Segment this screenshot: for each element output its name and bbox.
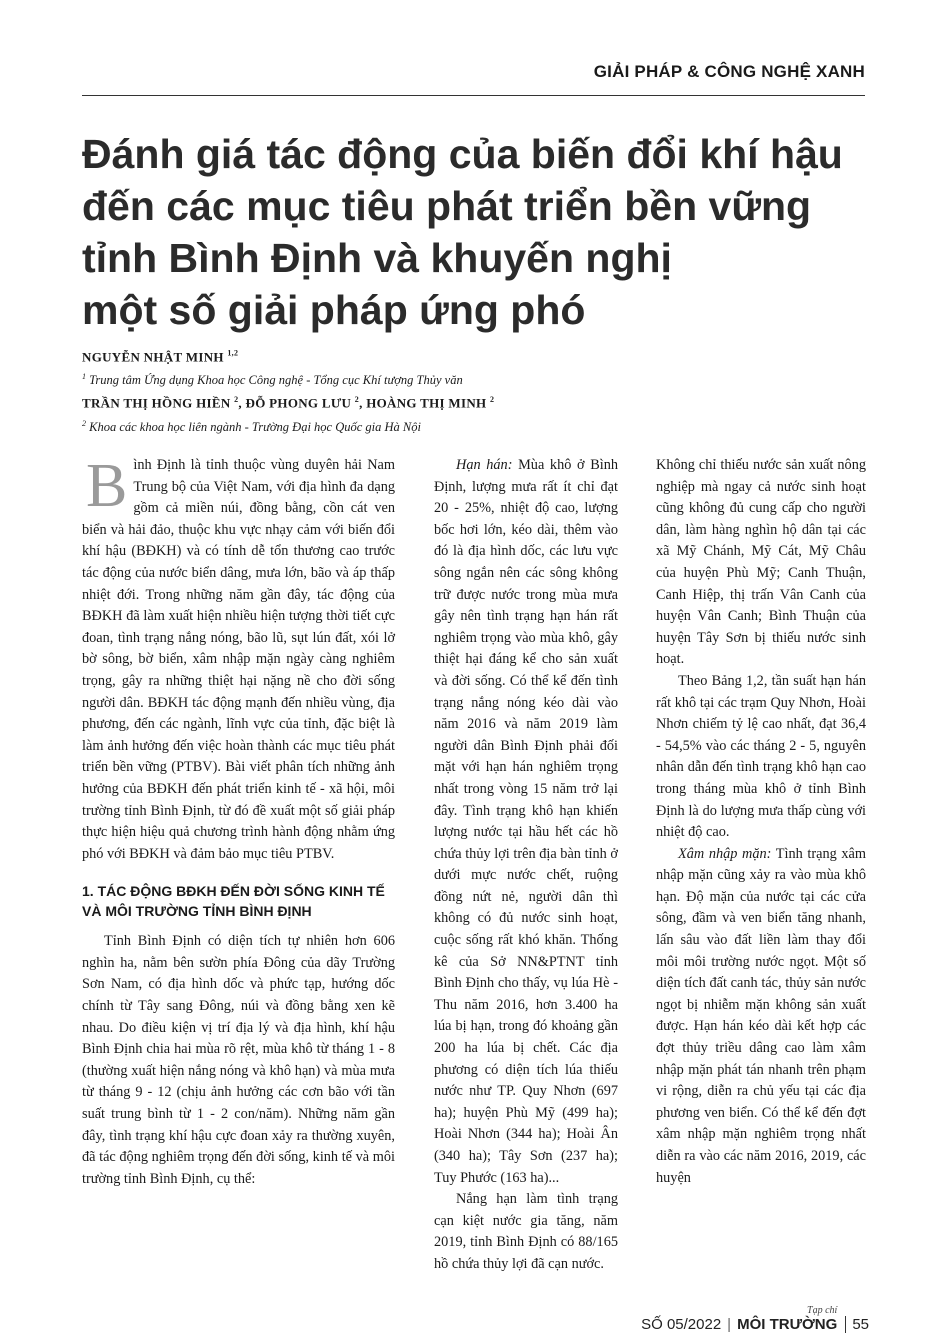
author-name: TRẦN THỊ HỒNG HIỀN bbox=[82, 395, 231, 411]
author-name: HOÀNG THỊ MINH bbox=[366, 395, 487, 411]
author-sup: 1,2 bbox=[227, 349, 239, 358]
paragraph bbox=[656, 844, 866, 1190]
paragraph: Theo Bảng 1,2, tần suất hạn hán rất khô tại các trạm Quy Nhơn, Hoài Nhơn chiếm tỷ lệ cao nhất, đạt 36,4 - 54,5% vào các tháng 2 - 5, nguyên nhân dẫn đến tình trạng khô hạn cao trong tháng mùa khô ở tỉnh Bình Định là do lượng mưa thấp cùng với nhiệt độ cao. bbox=[656, 672, 866, 841]
page-number: 55 bbox=[845, 1316, 869, 1333]
intro-text: ình Định là tỉnh thuộc vùng duyên hải Nam Trung bộ của Việt Nam, với địa hình đa dạng gồm cả miền núi, đồng bằng, cồn cát ven biển và hải đảo, thuộc khu vực nhạy cảm với biến đổi khí hậu (BĐKH) và có tính dễ tổn thương cao trước tác động của nước biển dâng, mưa lớn, bão và áp thấp nhiệt đới. Trong những năm gần đây, tác động của BĐKH đã làm xuất hiện nhiều hiện tượng thời tiết cực đoan, tình trạng nắng nóng, bão lũ, sụt lún đất, xói lở bờ sông, bờ biển, xâm nhập mặn ngày càng nghiêm trọng, gây ra những thiệt hại nặng nề cho đời sống người dân. BĐKH tác động mạnh đến nhiều vùng, địa phương, đến các ngành, lĩnh vực của tỉnh, đặc biệt là làm ảnh hưởng đến việc hoàn thành các mục tiêu phát triển bền vững (PTBV). Bài viết phân tích những ảnh hưởng của BĐKH đến phát triển kinh tế - xã hội, môi trường tỉnh Bình Định, từ đó đề xuất một số giải pháp thực hiện hiệu quả chương trình hành động nhằm ứng phó với BĐKH và đảm bảo mục tiêu PTBV. bbox=[82, 457, 395, 862]
article-title bbox=[82, 128, 862, 336]
magazine-name bbox=[737, 1306, 837, 1333]
author-sup: 2 bbox=[234, 395, 239, 405]
intro-paragraph bbox=[82, 452, 395, 865]
page-footer bbox=[641, 1306, 869, 1333]
author-block: NGUYỄN NHẬT MINH $^{1,2}$ $^1$ Trung tâm Ứng dụng Khoa học Công nghệ - Tổng cục Khí tượng Thủy văn TRẦN THỊ HỒNG HIỀN $^2$, ĐỖ PHONG LƯU $^2$, HOÀNG THỊ MINH $^2$ $^2$ Khoa các khoa học liên ngành - Trường Đại học Quốc gia Hà Nội bbox=[82, 349, 495, 434]
author-sup: 2 bbox=[490, 395, 495, 405]
drop-cap: B bbox=[86, 452, 128, 520]
magazine-prefix: Tạp chí bbox=[807, 1305, 838, 1316]
paragraph-text: Tình trạng xâm nhập mặn cũng xảy ra vào mùa khô hạn. Độ mặn của nước tại các cửa sông, đầm và ven biển tăng nhanh, lấn sâu vào đất liền làm thay đổi môi môi trường nước ngọt. Một số diện tích đất canh tác, thủy sản nước ngọt bị nhiễm mặn không sản xuất được. Hạn hán kéo dài kết hợp các đợt thủy triều dâng cao làm xâm nhập mặn phát tán nhanh trên phạm vi rộng, diễn ra chủ yếu tại các địa phương ven biển. Có thể kể đến đợt xâm nhập mặn nghiêm trọng nhất diễn ra vào các năm 2016, 2019, các huyện bbox=[656, 845, 866, 1186]
author-name: ĐỖ PHONG LƯU bbox=[245, 395, 352, 411]
paragraph-text: Mùa khô ở Bình Định, lượng mưa rất ít chỉ đạt 20 - 25%, nhiệt độ cao, lượng bốc hơi lớn, kéo dài, thêm vào đó là địa hình dốc, các lưu vực sông ngắn nên các sông không trữ được nước trong mùa mưa gây nên tình trạng hạn hán rất nghiêm trọng vào mùa khô, gây thiệt hại đáng kể cho sản xuất và đời sống. Có thể kể đến tình trạng nắng nóng kéo dài vào năm 2016 và năm 2019 làm người dân Bình Định phải đối mặt với hạn hán nghiêm trọng nhất trong vòng 15 năm trở lại đây. Tình trạng khô hạn khiến lượng nước tại hầu hết các hồ chứa thủy lợi trên địa bàn tỉnh ở dưới mực nước chết, ruộng đồng nứt nẻ, người dân thì không có đủ nước sinh hoạt, cuộc sống rất khó khăn. Thống kê của Sở NN&PTNT tỉnh Bình Định cho thấy, vụ lúa Hè - Thu năm 2016, hơn 3.400 ha lúa bị hạn, trong đó khoảng gần 200 ha lúa bị chết. Các địa phương có diện tích lúa thiếu nước như TP. Quy Nhơn (697 ha); huyện Phù Mỹ (499 ha); Hoài Nhơn (344 ha); Hoài Ân (340 ha); Tây Sơn (237 ha); Tuy Phước (163 ha)... bbox=[434, 457, 618, 1186]
paragraph: Tỉnh Bình Định có diện tích tự nhiên hơn 606 nghìn ha, nằm bên sườn phía Đông của dãy Trường Sơn Nam, có địa hình dốc và phức tạp, hướng dốc chính từ Tây sang Đông, núi và đồng bằng xen kẽ nhau. Do điều kiện vị trí địa lý và địa hình, khí hậu Bình Định chia hai mùa rõ rệt, mùa khô từ tháng 1 - 8 (thường xuất hiện nắng nóng và khô hạn) và mùa mưa từ tháng 9 - 12 (chịu ảnh hưởng các cơn bão với tần suất trung bình từ 1 - 2 con/năm). Những năm gần đây, tình trạng khí hậu cực đoan xảy ra thường xuyên, đã tác động nghiêm trọng đến đời sống, kinh tế và môi trường tỉnh Bình Định, cụ thể: bbox=[82, 933, 395, 1187]
title-line: tỉnh Bình Định và khuyến nghị bbox=[82, 235, 672, 281]
affiliation-sup: 2 bbox=[82, 418, 86, 428]
paragraph: Nắng hạn làm tình trạng cạn kiệt nước gia tăng, năm 2019, tỉnh Bình Định có 88/165 hồ chứa thủy lợi đã cạn nước. bbox=[434, 1191, 618, 1272]
title-line: đến các mục tiêu phát triển bền vững bbox=[82, 183, 812, 229]
paragraph: Không chỉ thiếu nước sản xuất nông nghiệp mà ngay cả nước sinh hoạt cũng không đủ cung cấp cho người dân, làm hàng nghìn hộ dân tại các xã Mỹ Chánh, Mỹ Cát, Mỹ Châu của huyện Phù Mỹ; Canh Thuận, Canh Hiệp, thị trấn Vân Canh của huyện Vân Canh; Bình Thuận của huyện Tây Sơn bị thiếu nước sinh hoạt. bbox=[656, 457, 866, 668]
run-in-heading: Xâm nhập mặn: bbox=[678, 845, 772, 862]
run-in-heading: Hạn hán: bbox=[456, 457, 513, 473]
column-1 bbox=[82, 452, 395, 1190]
paragraph bbox=[434, 455, 618, 1189]
title-line: một số giải pháp ứng phó bbox=[82, 287, 586, 333]
affiliation: Khoa các khoa học liên ngành - Trường Đại học Quốc gia Hà Nội bbox=[89, 419, 421, 434]
author-name: NGUYỄN NHẬT MINH bbox=[82, 349, 224, 365]
header-rule bbox=[82, 95, 865, 96]
column-2 bbox=[434, 455, 618, 1276]
column-3 bbox=[656, 455, 866, 1189]
title-line: Đánh giá tác động của biến đổi khí hậu bbox=[82, 131, 843, 177]
affiliation: Trung tâm Ứng dụng Khoa học Công nghệ - Tổng cục Khí tượng Thủy văn bbox=[89, 373, 463, 388]
issue-number: SỐ 05/2022 bbox=[641, 1316, 722, 1333]
magazine-title: MÔI TRƯỜNG bbox=[737, 1316, 838, 1333]
affiliation-sup: 1 bbox=[82, 372, 86, 382]
section-heading: 1. TÁC ĐỘNG BĐKH ĐẾN ĐỜI SỐNG KINH TẾ VÀ MÔI TRƯỜNG TỈNH BÌNH ĐỊNH bbox=[82, 883, 385, 920]
author-sup: 2 bbox=[354, 395, 360, 405]
section-label: GIẢI PHÁP & CÔNG NGHỆ XANH bbox=[593, 62, 865, 81]
footer-separator: | bbox=[727, 1316, 732, 1333]
